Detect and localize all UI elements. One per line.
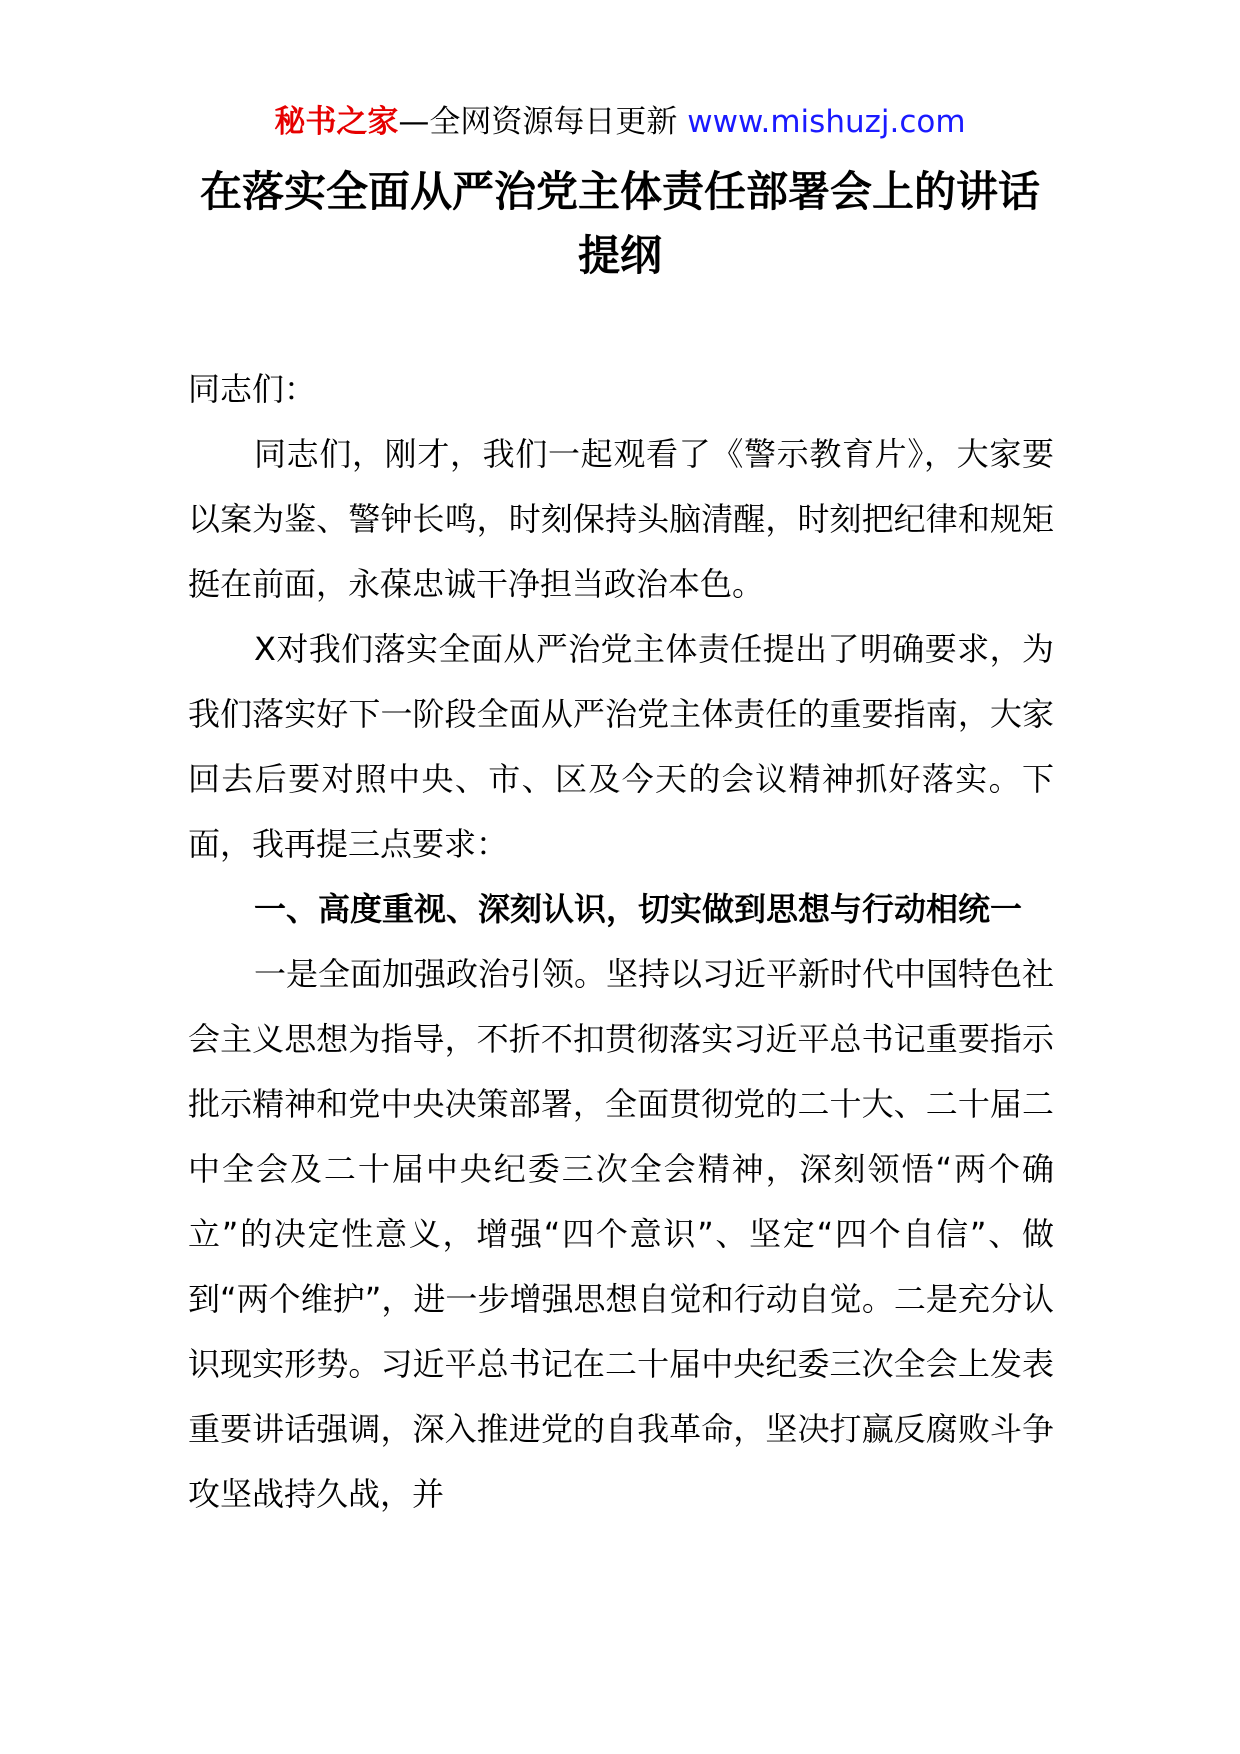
section-heading-1: 一、高度重视、深刻认识，切实做到思想与行动相统一 [254, 890, 1023, 928]
document-title [160, 160, 1080, 288]
paragraph-requirements: X对我们落实全面从严治党主体责任提出了明确要求，为我们落实好下一阶段全面从严治党主体责任的重要指南，大家回去后要对照中央、市、区及今天的会议精神抓好落实。下面，我再提三点要求： [188, 630, 1054, 863]
brand-name: 秘书之家 [274, 104, 399, 140]
salutation: 同志们： [188, 370, 317, 408]
site-url-link[interactable]: www.mishuzj.com [687, 104, 966, 140]
paragraph-opening: 同志们，刚才，我们一起观看了《警示教育片》，大家要以案为鉴、警钟长鸣，时刻保持头脑清醒，时刻把纪律和规矩挺在前面，永葆忠诚干净担当政治本色。 [188, 435, 1054, 603]
title-line-2: 提纲 [577, 231, 662, 280]
header-slogan: —全网资源每日更新 [398, 104, 688, 140]
title-line-1: 在落实全面从严治党主体责任部署会上的讲话 [199, 167, 1040, 216]
paragraph-section-1: 一是全面加强政治引领。坚持以习近平新时代中国特色社会主义思想为指导，不折不扣贯彻落实习近平总书记重要指示批示精神和党中央决策部署，全面贯彻党的二十大、二十届二中全会及二十届中央纪委三次全会精神，深刻领悟“两个确立”的决定性意义，增强“四个意识”、坚定“四个自信”、做到“两个维护”，进一步增强思想自觉和行动自觉。二是充分认识现实形势。习近平总书记在二十届中央纪委三次全会上发表重要讲话强调，深入推进党的自我革命，坚决打赢反腐败斗争攻坚战持久战，并 [188, 955, 1055, 1513]
site-header [0, 100, 1240, 144]
document-body [188, 357, 1054, 1527]
